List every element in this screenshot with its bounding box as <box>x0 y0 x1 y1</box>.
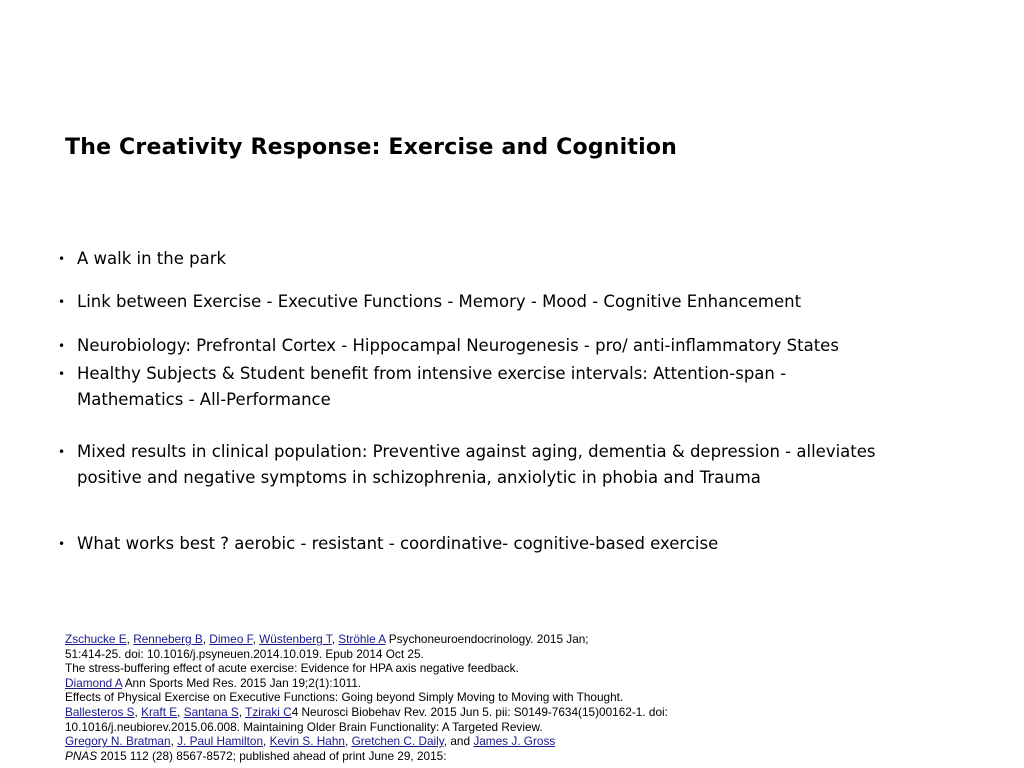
reference-line <box>65 632 705 647</box>
reference-text: , <box>252 632 260 646</box>
author-link[interactable]: J. Paul Hamilton <box>177 734 264 749</box>
reference-text: Psychoneuroendocrinology. 2015 Jan; <box>385 632 589 646</box>
journal-name: PNAS <box>65 748 98 763</box>
reference-text: , and <box>443 734 474 749</box>
bullet-text: Healthy Subjects & Student benefit from intensive exercise intervals: Attention-span - Mathematics - All-Performance <box>77 364 787 409</box>
author-link[interactable]: Santana S <box>183 704 239 719</box>
author-link[interactable]: Dimeo F <box>209 632 253 646</box>
reference-text: 10.1016/j.neubiorev.2015.06.008. Maintaining Older Brain Functionality: A Targeted Review. <box>65 719 543 734</box>
bullet-item <box>58 439 938 491</box>
reference-line <box>65 705 705 720</box>
author-link[interactable]: Diamond A <box>65 675 123 690</box>
slide-title: The Creativity Response: Exercise and Cognition <box>65 135 678 160</box>
reference-line <box>65 749 705 764</box>
bullet-text: Neurobiology: Prefrontal Cortex - Hippocampal Neurogenesis - pro/ anti-inflammatory States <box>77 336 839 355</box>
reference-text: , <box>126 632 134 646</box>
reference-text: The stress-buffering effect of acute exercise: Evidence for HPA axis negative feedback. <box>65 661 519 676</box>
reference-text: Ann Sports Med Res. 2015 Jan 19;2(1):1011. <box>122 675 362 690</box>
author-link[interactable]: Gretchen C. Daily <box>351 734 444 749</box>
reference-text: , <box>263 734 270 749</box>
reference-text: , <box>202 632 210 646</box>
references <box>65 632 705 763</box>
reference-line <box>65 690 705 705</box>
author-link[interactable]: Tziraki C <box>245 704 292 719</box>
author-link[interactable]: Ballesteros S <box>65 704 135 719</box>
bullet-icon: • <box>58 537 66 551</box>
reference-text: 2015 112 (28) 8567-8572; published ahead of print June 29, 2015: <box>97 748 447 763</box>
bullet-item <box>58 289 958 315</box>
author-link[interactable]: Zschucke E <box>65 632 127 646</box>
author-link[interactable]: James J. Gross <box>473 734 556 749</box>
reference-text: , <box>170 734 178 749</box>
bullet-icon: • <box>58 295 66 309</box>
author-link[interactable]: Kraft E <box>141 704 178 719</box>
bullet-item <box>58 361 878 413</box>
bullet-text: What works best ? aerobic - resistant - coordinative- cognitive-based exercise <box>77 534 719 553</box>
reference-line <box>65 661 705 676</box>
reference-text: Effects of Physical Exercise on Executive Functions: Going beyond Simply Moving to Moving with Thought. <box>65 690 624 705</box>
reference-text: , <box>134 704 142 719</box>
reference-text: 4 Neurosci Biobehav Rev. 2015 Jun 5. pii: S0149-7634(15)00162-1. doi: <box>291 704 668 719</box>
reference-line <box>65 647 705 662</box>
bullet-item <box>58 246 958 272</box>
bullet-text: A walk in the park <box>77 249 227 268</box>
author-link[interactable]: Wüstenberg T <box>259 632 332 646</box>
bullet-icon: • <box>58 367 66 381</box>
reference-text: , <box>238 704 246 719</box>
reference-line <box>65 676 705 691</box>
bullet-icon: • <box>58 339 66 353</box>
bullet-icon: • <box>58 252 66 266</box>
reference-line <box>65 720 705 735</box>
author-link[interactable]: Gregory N. Bratman <box>65 734 171 749</box>
reference-text: , <box>331 632 339 646</box>
author-link[interactable]: Ströhle A <box>338 632 386 646</box>
reference-text: , <box>345 734 352 749</box>
author-link[interactable]: Kevin S. Hahn <box>269 734 345 749</box>
bullet-text: Mixed results in clinical population: Preventive against aging, dementia & depression - alleviates positive and negative symptoms in schizophrenia, anxiolytic in phobia and Trauma <box>77 442 876 487</box>
bullet-item <box>58 333 958 359</box>
reference-line <box>65 734 705 749</box>
bullet-item <box>58 531 958 557</box>
author-link[interactable]: Renneberg B <box>133 632 203 646</box>
reference-text: , <box>177 704 184 719</box>
bullet-text: Link between Exercise - Executive Functions - Memory - Mood - Cognitive Enhancement <box>77 292 802 311</box>
reference-text: 51:414-25. doi: 10.1016/j.psyneuen.2014.10.019. Epub 2014 Oct 25. <box>65 646 424 661</box>
bullet-icon: • <box>58 445 66 459</box>
